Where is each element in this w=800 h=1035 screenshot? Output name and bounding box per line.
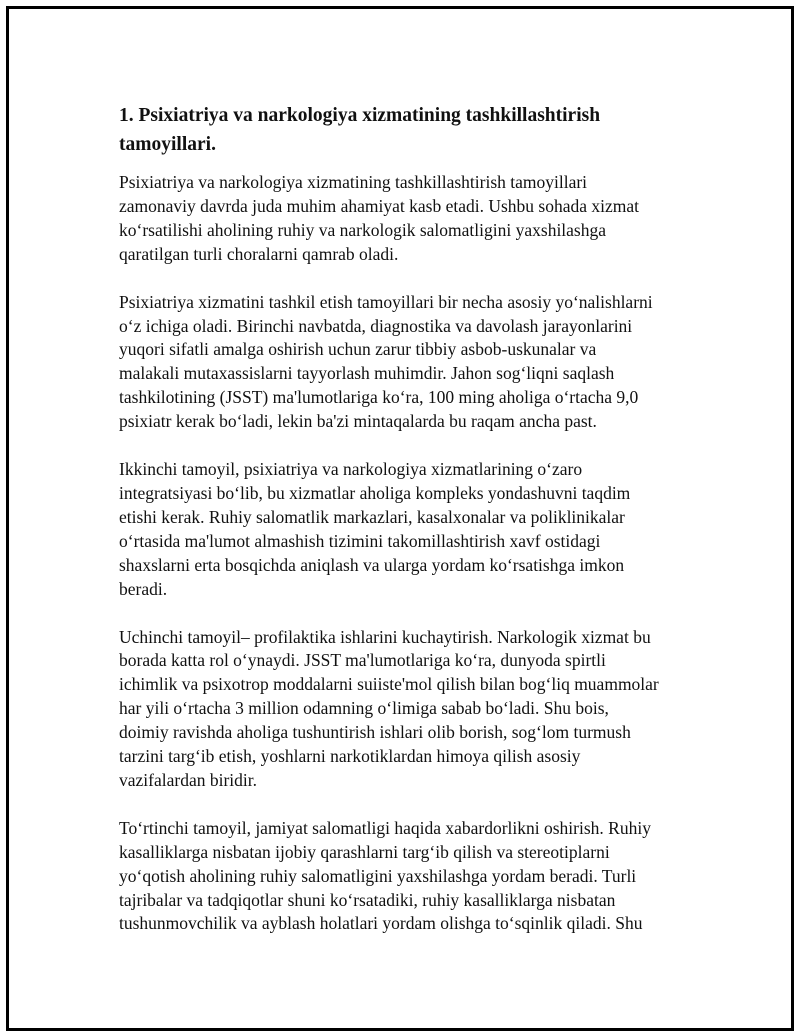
paragraph-line: tarzini targ‘ib etish, yoshlarni narkotiklardan himoya qilish asosiy (119, 746, 581, 767)
paragraph-line: vazifalardan biridir. (119, 769, 257, 790)
paragraph-line: o‘z ichiga oladi. Birinchi navbatda, diagnostika va davolash jarayonlarini (119, 315, 633, 336)
heading-line: tamoyillari. (119, 134, 216, 155)
document-content (119, 101, 709, 960)
paragraph-principle-4 (119, 817, 709, 937)
paragraph-line: ichimlik va psixotrop moddalarni suiiste'mol qilish bilan bog‘liq muammolar (119, 674, 659, 695)
section-heading (119, 101, 709, 159)
paragraph-line: Psixiatriya va narkologiya xizmatining tashkillashtirish tamoyillari (119, 172, 588, 192)
page-frame (6, 6, 794, 1031)
paragraph-line: borada katta rol o‘ynaydi. JSST ma'lumotlariga ko‘ra, dunyoda spirtli (119, 650, 606, 671)
paragraph-principle-3 (119, 626, 709, 793)
paragraph-line: qaratilgan turli choralarni qamrab oladi. (119, 243, 399, 264)
paragraph-line: yo‘qotish aholining ruhiy salomatligini yaxshilashga yordam beradi. Turli (119, 865, 637, 886)
paragraph-intro (119, 171, 709, 267)
paragraph-line: Uchinchi tamoyil– profilaktika ishlarini kuchaytirish. Narkologik xizmat bu (119, 626, 651, 647)
paragraph-line: tajribalar va tadqiqotlar shuni ko‘rsatadiki, ruhiy kasalliklarga nisbatan (119, 889, 616, 910)
paragraph-line: etishi kerak. Ruhiy salomatlik markazlari, kasalxonalar va poliklinikalar (119, 506, 625, 527)
paragraph-line: malakali mutaxassislarni tayyorlash muhimdir. Jahon sog‘liqni saqlash (119, 363, 615, 384)
paragraph-line: zamonaviy davrda juda muhim ahamiyat kasb etadi. Ushbu sohada xizmat (119, 195, 639, 216)
paragraph-line: psixiatr kerak bo‘ladi, lekin ba'zi mintaqalarda bu raqam ancha past. (119, 411, 597, 432)
heading-line: 1. Psixiatriya va narkologiya xizmatining tashkillashtirish (119, 105, 601, 126)
paragraph-line: tashkilotining (JSST) ma'lumotlariga ko‘ra, 100 ming aholiga o‘rtacha 9,0 (119, 387, 639, 408)
paragraph-line: beradi. (119, 578, 168, 599)
paragraph-line: Psixiatriya xizmatini tashkil etish tamoyillari bir necha asosiy yo‘nalishlarni (119, 291, 653, 312)
paragraph-principle-1 (119, 291, 709, 434)
paragraph-line: shaxslarni erta bosqichda aniqlash va ularga yordam ko‘rsatishga imkon (119, 554, 625, 575)
paragraph-line: ko‘rsatilishi aholining ruhiy va narkologik salomatligini yaxshilashga (119, 219, 607, 240)
paragraph-line: To‘rtinchi tamoyil, jamiyat salomatligi haqida xabardorlikni oshirish. Ruhiy (119, 817, 651, 838)
paragraph-line: kasalliklarga nisbatan ijobiy qarashlarni targ‘ib qilish va stereotiplarni (119, 841, 610, 862)
paragraph-line: har yili o‘rtacha 3 million odamning o‘limiga sabab bo‘ladi. Shu bois, (119, 698, 609, 719)
paragraph-line: integratsiyasi bo‘lib, bu xizmatlar aholiga kompleks yondashuvni taqdim (119, 482, 631, 503)
paragraph-line: tushunmovchilik va ayblash holatlari yordam olishga to‘sqinlik qiladi. Shu (119, 913, 643, 934)
body-text (119, 171, 709, 936)
paragraph-line: o‘rtasida ma'lumot almashish tizimini takomillashtirish xavf ostidagi (119, 530, 601, 551)
paragraph-line: Ikkinchi tamoyil, psixiatriya va narkologiya xizmatlarining o‘zaro (119, 459, 583, 480)
paragraph-principle-2 (119, 458, 709, 601)
paragraph-line: doimiy ravishda aholiga tushuntirish ishlari olib borish, sog‘lom turmush (119, 722, 631, 743)
paragraph-line: yuqori sifatli amalga oshirish uchun zarur tibbiy asbob-uskunalar va (119, 339, 597, 360)
